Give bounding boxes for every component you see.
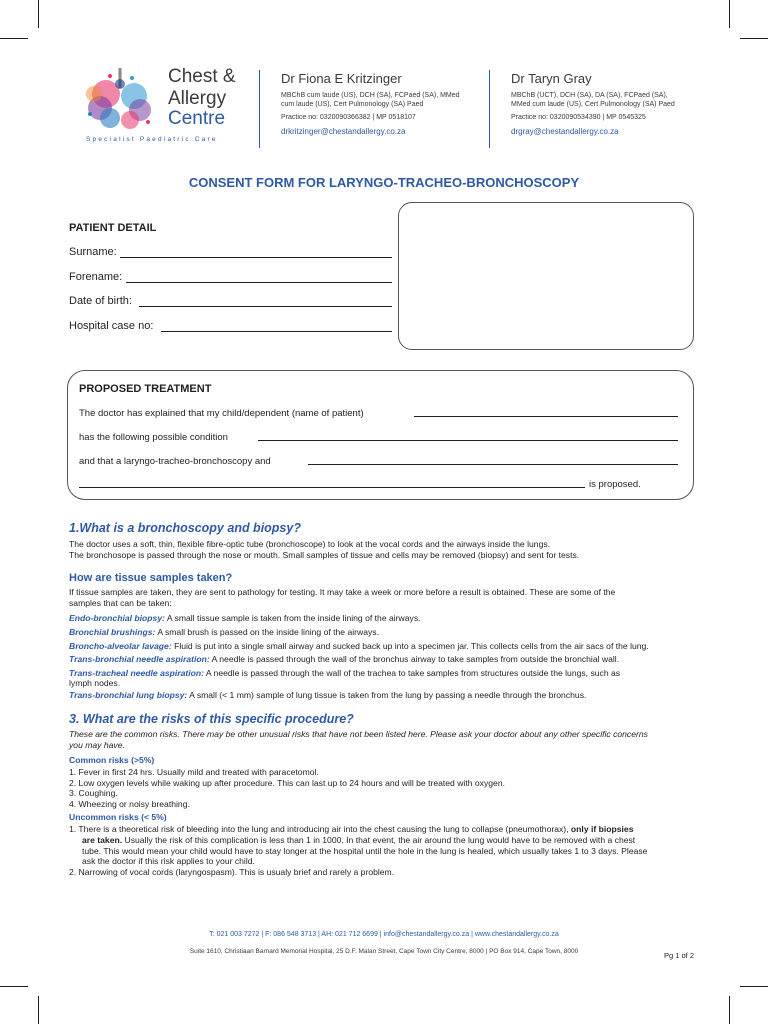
sample-term: Bronchial brushings: [69, 627, 156, 637]
crop-mark [740, 38, 768, 39]
sample-text: A small brush is passed on the inside lining of the airways. [155, 627, 379, 637]
uncommon-risk-item: 2. Narrowing of vocal cords (laryngospasm). This is usualy brief and rarely a problem. [69, 867, 395, 877]
footer-address: Suite 1610, Christiaan Barnard Memorial Hospital, 25 D.F. Malan Street, Cape Town City Centre, 8000 | PO Box 914, Cape Town, 8000 [189, 948, 579, 955]
doctor-2 [511, 71, 731, 136]
procedure-field[interactable] [308, 464, 678, 465]
doctor-name: Dr Taryn Gray [511, 71, 592, 86]
samples-heading: How are tissue samples taken? [69, 572, 233, 584]
brand-tagline: Specialist Paediatric Care [86, 136, 218, 143]
doctor-email[interactable]: drkritzinger@chestandallergy.co.za [281, 127, 406, 136]
doctor-qualifications: cum laude (US), Cert Pulmonology (SA) Paed [281, 101, 424, 108]
forename-label: Forename: [69, 271, 123, 283]
uncommon-risks-heading: Uncommon risks (< 5%) [69, 812, 167, 822]
section-1-heading: 1.What is a bronchoscopy and biopsy? [69, 521, 301, 535]
treatment-line-3: and that a laryngo-tracheo-bronchoscopy and [79, 456, 271, 467]
sample-item [69, 641, 649, 652]
sample-text: A needle is passed through the wall of the bronchus airway to take samples from outside the bronchial wall. [209, 654, 620, 664]
uncommon-risk-item: ask the doctor if this risk applies to your child. [82, 856, 255, 866]
crop-mark [0, 986, 28, 987]
risk-text-bold: only if biopsies [568, 824, 634, 834]
doctor-practice: Practice no: 0320090366382 | MP 0518107 [281, 114, 416, 121]
common-risks-heading: Common risks (>5%) [69, 755, 155, 765]
risk-text: Usually the risk of this complication is less than 1 in 1000. In that event, the air around the lung would have to be removed with a chest [122, 835, 636, 845]
sample-term: Endo-bronchial biopsy: [69, 613, 165, 623]
uncommon-risk-item [69, 824, 634, 835]
patient-heading: PATIENT DETAIL [69, 222, 157, 234]
surname-field[interactable] [120, 257, 392, 258]
crop-mark [740, 986, 768, 987]
brand-line-1: Chest & [168, 66, 236, 87]
sample-text: Fluid is put into a single small airway and sucked back up into a specimen jar. This collects cells from the air sacs of the lung. [171, 641, 649, 651]
treatment-line-1: The doctor has explained that my child/dependent (name of patient) [79, 408, 364, 419]
form-title: CONSENT FORM FOR LARYNGO-TRACHEO-BRONCHOSCOPY [188, 175, 580, 190]
common-risk-item: 1. Fever in first 24 hrs. Usually mild and treated with paracetomol. [69, 767, 319, 777]
crop-mark [0, 38, 28, 39]
doctor-1 [281, 71, 501, 136]
common-risk-item: 3. Coughing. [69, 788, 118, 798]
treatment-heading: PROPOSED TREATMENT [79, 383, 212, 395]
sample-term: Trans-bronchial needle aspiration: [69, 654, 210, 664]
condition-field[interactable] [258, 440, 678, 441]
doctor-name: Dr Fiona E Kritzinger [281, 71, 402, 86]
sample-text: A small tissue sample is taken from the inside lining of the airways. [164, 613, 421, 623]
procedure-field-2[interactable] [79, 487, 585, 488]
dob-label: Date of birth: [69, 295, 132, 307]
patient-sticker-box[interactable] [398, 202, 694, 350]
footer-contacts: T: 021 003 7272 | F: 086 548 3713 | AH: 021 712 6699 | info@chestandallergy.co.za | www.chestandallergy.co.za [209, 931, 559, 938]
section-1-text: The doctor uses a soft, thin, flexible fibre-optic tube (bronchoscope) to look at the vocal cords and the airways inside the lungs. [69, 539, 551, 549]
divider [489, 70, 490, 148]
treatment-line-4: is proposed. [589, 479, 641, 490]
logo [80, 64, 250, 148]
sample-item [69, 613, 421, 624]
surname-label: Surname: [69, 246, 117, 258]
sample-item [69, 654, 619, 665]
section-3-intro: you may have. [69, 740, 125, 750]
sample-text: A needle is passed through the wall of the trachea to take samples from structures outside the lungs, such as [204, 668, 621, 678]
brand-line-3: Centre [168, 108, 226, 129]
uncommon-risk-item: tube. This would mean your child would have to stay longer at the hospital until the hole in the lung is healed, which usually takes 1 to 3 days. Please [82, 846, 648, 856]
risk-text-bold: are taken. [82, 835, 123, 845]
lungs-logo-icon [80, 64, 160, 138]
risk-text: 1. There is a theoretical risk of bleeding into the lung and introducing air into the chest causing the lung to collapse (pneumothorax), [69, 824, 569, 834]
section-3-heading: 3. What are the risks of this specific procedure? [69, 712, 354, 726]
patient-name-field[interactable] [414, 416, 678, 417]
common-risk-item: 4. Wheezing or noisy breathing. [69, 799, 190, 809]
page-number: Pg 1 of 2 [664, 951, 695, 960]
section-1-text: The bronchosope is passed through the nose or mouth. Small samples of tissue and cells may be removed (biopsy) and sent for tests. [69, 550, 580, 560]
sample-term: Trans-tracheal needle aspiration: [69, 668, 204, 678]
sample-term: Broncho-alveolar lavage: [69, 641, 172, 651]
section-3-intro: These are the common risks. There may be other unusual risks that have not been listed here. Please ask your doctor about any other specific concerns [69, 729, 648, 739]
sample-term: Trans-bronchial lung biopsy: [69, 690, 188, 700]
common-risk-item: 2. Low oxygen levels while waking up after procedure. This can last up to 24 hours and will be treated with oxygen. [69, 778, 505, 788]
brand-line-2: Allergy [168, 88, 227, 109]
treatment-line-2: has the following possible condition [79, 432, 228, 443]
doctor-qualifications: MBChB cum laude (US), DCH (SA), FCPaed (SA), MMed [281, 92, 460, 99]
sample-text: A small (< 1 mm) sample of lung tissue is taken from the lung by passing a needle through the bronchus. [187, 690, 587, 700]
samples-intro: If tissue samples are taken, they are sent to pathology for testing. It may take a week or more before a result is obtained. These are some of the [69, 587, 616, 597]
sample-text: lymph nodes. [69, 678, 121, 688]
doctor-qualifications: MMed cum laude (US), Cert Pulmonology (SA) Paed [511, 101, 675, 108]
sample-item [69, 678, 120, 689]
crop-mark [38, 0, 39, 28]
doctor-qualifications: MBChB (UCT), DCH (SA), DA (SA), FCPaed (SA), [511, 92, 668, 99]
doctor-email[interactable]: drgray@chestandallergy.co.za [511, 127, 619, 136]
uncommon-risk-item [82, 835, 635, 846]
doctor-practice: Practice no: 0320090534390 | MP 0545325 [511, 114, 646, 121]
case-no-label: Hospital case no: [69, 320, 154, 332]
dob-field[interactable] [139, 306, 392, 307]
divider [259, 70, 260, 148]
crop-mark [38, 996, 39, 1024]
samples-intro: samples that can be taken: [69, 598, 172, 608]
crop-mark [729, 996, 730, 1024]
sample-item [69, 627, 379, 638]
crop-mark [729, 0, 730, 28]
case-no-field[interactable] [161, 331, 392, 332]
sample-item [69, 668, 620, 679]
forename-field[interactable] [126, 282, 392, 283]
sample-item [69, 690, 586, 701]
